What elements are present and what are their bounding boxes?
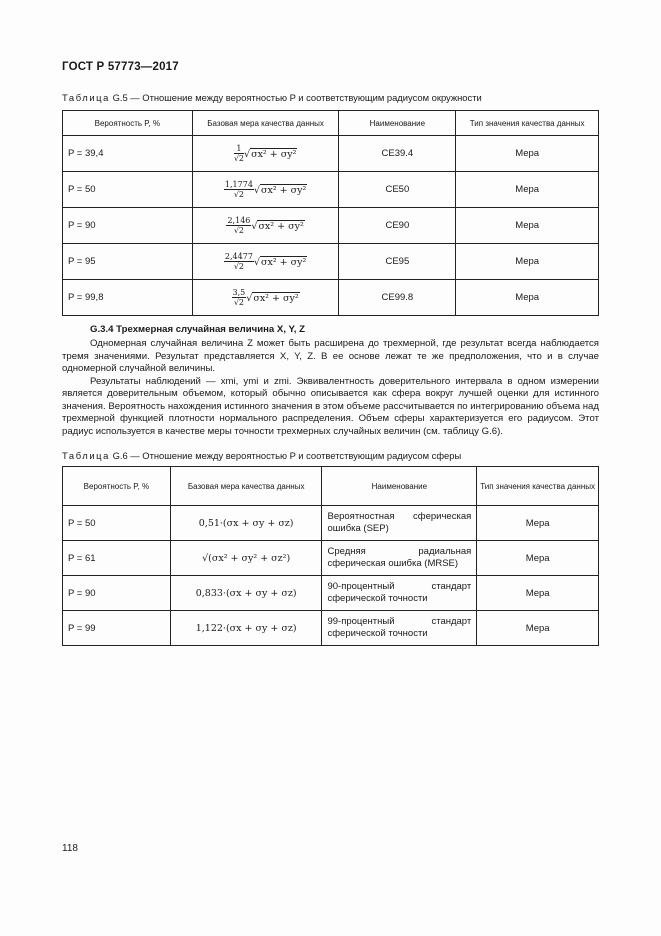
table-row	[63, 244, 599, 280]
paragraph: Результаты наблюдений — xmi, ymi и zmi. Эквивалентность доверительного интервала в одном измерении является доверительным объемом, который обычно описывается как сфера вокруг лучшей оценки для истинного значения. Вероятность нахождения истинного значения в этом объеме рассчитывается по интегрированию объема над трехмерной функцией плотности нормального распределения. Объем сферы характеризуется его радиусом. Этот радиус используется в качестве меры точности трехмерных случайных величин (см. таблицу G.6).	[62, 375, 599, 437]
table-row	[63, 172, 599, 208]
formula-cell: $\frac{3,5}{√2}$ √σx² + σy²	[192, 280, 339, 316]
table-g5	[62, 110, 599, 316]
type-cell: Мера	[456, 280, 599, 316]
type-cell: Мера	[456, 136, 599, 172]
prob-cell: P = 50	[63, 172, 193, 208]
table-row	[63, 541, 599, 576]
name-cell: CE50	[339, 172, 456, 208]
formula-cell: $\frac{1,1774}{√2}$ √σx² + σy²	[192, 172, 339, 208]
prob-cell: P = 61	[63, 541, 171, 576]
type-cell: Мера	[456, 208, 599, 244]
formula-cell: √(σx² + σy² + σz²)	[170, 541, 322, 576]
table-row	[63, 576, 599, 611]
prob-cell: P = 99,8	[63, 280, 193, 316]
name-cell: CE95	[339, 244, 456, 280]
table-row	[63, 611, 599, 646]
page-number: 118	[62, 843, 78, 854]
caption-label: Таблица	[62, 450, 110, 461]
formula-cell: 0,833·(σx + σy + σz)	[170, 576, 322, 611]
col-header: Тип значения качества данных	[477, 467, 599, 506]
prob-cell: P = 50	[63, 506, 171, 541]
table-g6	[62, 466, 599, 646]
formula-cell: $\frac{2,146}{√2}$ √σx² + σy²	[192, 208, 339, 244]
type-cell: Мера	[477, 611, 599, 646]
caption-label: Таблица	[62, 92, 110, 103]
col-header: Тип значения качества данных	[456, 111, 599, 136]
col-header: Вероятность P, %	[63, 467, 171, 506]
table-g6-caption	[62, 450, 461, 461]
type-cell: Мера	[456, 244, 599, 280]
section-heading: G.3.4 Трехмерная случайная величина X, Y, Z	[90, 324, 305, 335]
type-cell: Мера	[477, 541, 599, 576]
section-body	[62, 338, 599, 438]
name-cell: CE90	[339, 208, 456, 244]
name-cell: 90-процентный стандарт сферической точности	[322, 576, 477, 611]
table-header-row	[63, 467, 599, 506]
table-g5-caption	[62, 92, 482, 103]
prob-cell: P = 90	[63, 576, 171, 611]
prob-cell: P = 90	[63, 208, 193, 244]
col-header: Вероятность P, %	[63, 111, 193, 136]
table-row	[63, 280, 599, 316]
col-header: Базовая мера качества данных	[170, 467, 322, 506]
formula-cell: 0,51·(σx + σy + σz)	[170, 506, 322, 541]
name-cell: 99-процентный стандарт сферической точности	[322, 611, 477, 646]
prob-cell: P = 99	[63, 611, 171, 646]
caption-text: G.6 — Отношение между вероятностью P и соответствующим радиусом сферы	[112, 450, 462, 461]
formula-cell: 1,122·(σx + σy + σz)	[170, 611, 322, 646]
name-cell: Средняя радиальная сферическая ошибка (MRSE)	[322, 541, 477, 576]
formula-cell: $\frac{1}{√2}$ √σx² + σy²	[192, 136, 339, 172]
paragraph: Одномерная случайная величина Z может быть расширена до трехмерной, где результат всегда наблюдается тремя значениями. Результат представляется X, Y, Z. В ее основе лежат те же предположения, что и в случае одномерной случайной величины.	[62, 338, 599, 374]
type-cell: Мера	[477, 506, 599, 541]
table-header-row	[63, 111, 599, 136]
formula-cell: $\frac{2,4477}{√2}$ √σx² + σy²	[192, 244, 339, 280]
name-cell: Вероятностная сферическая ошибка (SEP)	[322, 506, 477, 541]
prob-cell: P = 95	[63, 244, 193, 280]
prob-cell: P = 39,4	[63, 136, 193, 172]
col-header: Наименование	[339, 111, 456, 136]
caption-text: G.5 — Отношение между вероятностью P и соответствующим радиусом окружности	[112, 92, 482, 103]
name-cell: CE39.4	[339, 136, 456, 172]
type-cell: Мера	[477, 576, 599, 611]
col-header: Наименование	[322, 467, 477, 506]
table-row	[63, 506, 599, 541]
table-row	[63, 208, 599, 244]
document-header: ГОСТ Р 57773—2017	[62, 61, 179, 73]
name-cell: CE99.8	[339, 280, 456, 316]
col-header: Базовая мера качества данных	[192, 111, 339, 136]
type-cell: Мера	[456, 172, 599, 208]
table-row	[63, 136, 599, 172]
